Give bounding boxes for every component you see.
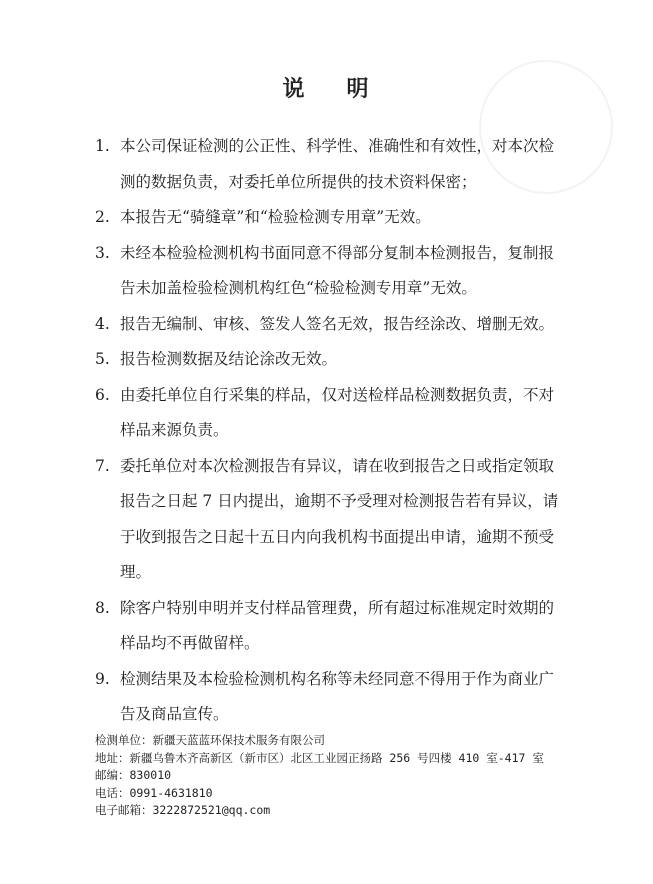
item-number: 6. [95,385,110,404]
statement-list [95,129,565,733]
item-number: 5. [95,350,110,368]
list-item [95,129,565,200]
list-item [95,662,565,733]
testing-unit: 检测单位：新疆天蓝蓝环保技术服务有限公司 [95,733,325,747]
item-text: 报告无编制、审核、签发人签名无效，报告经涂改、增删无效。 [120,314,555,333]
page-title [0,72,653,103]
item-text: 本公司保证检测的公正性、科学性、准确性和有效性，对本次检测的数据负责，对委托单位所提供的技术资料保密； [120,137,555,191]
list-item [95,378,565,449]
item-number: 9. [95,669,110,688]
item-number: 2. [95,208,110,226]
postcode: 邮编：830010 [95,768,172,782]
title-char-2: 明 [346,76,371,102]
list-item [95,236,565,307]
title-char-1: 说 [282,76,307,102]
item-text: 检测结果及本检验检测机构名称等未经同意不得用于作为商业广告及商品宣传。 [120,669,555,723]
contact-footer [95,732,565,820]
list-item [95,591,565,662]
list-item [95,342,565,378]
phone: 电话：0991-4631810 [95,785,213,800]
item-number: 4. [95,314,110,333]
list-item [95,200,565,236]
item-number: 3. [95,243,110,262]
item-text: 报告检测数据及结论涂改无效。 [120,350,338,368]
address: 地址：新疆乌鲁木齐高新区（新市区）北区工业园正扬路 256 号四楼 410 室-417 室 [95,750,544,765]
item-text: 由委托单位自行采集的样品，仅对送检样品检测数据负责，不对样品来源负责。 [120,385,555,439]
item-number: 8. [95,598,110,617]
item-text: 委托单位对本次检测报告有异议，请在收到报告之日或指定领取报告之日起 7 日内提出，逾期不予受理对检测报告若有异议，请于收到报告之日起十五日内向我机构书面提出申请，逾期不预受理。 [120,456,559,581]
email-address: 电子邮箱：3222872521@qq.com [95,803,271,817]
list-item [95,449,565,591]
item-number: 1. [95,137,110,155]
list-item [95,307,565,343]
item-text: 本报告无“骑缝章”和“检验检测专用章”无效。 [120,208,431,226]
item-number: 7. [95,456,110,475]
item-text: 未经本检验检测机构书面同意不得部分复制本检测报告，复制报告未加盖检验检测机构红色“检验检测专用章”无效。 [120,243,555,297]
item-text: 除客户特别申明并支付样品管理费，所有超过标准规定时效期的样品均不再做留样。 [120,598,555,652]
